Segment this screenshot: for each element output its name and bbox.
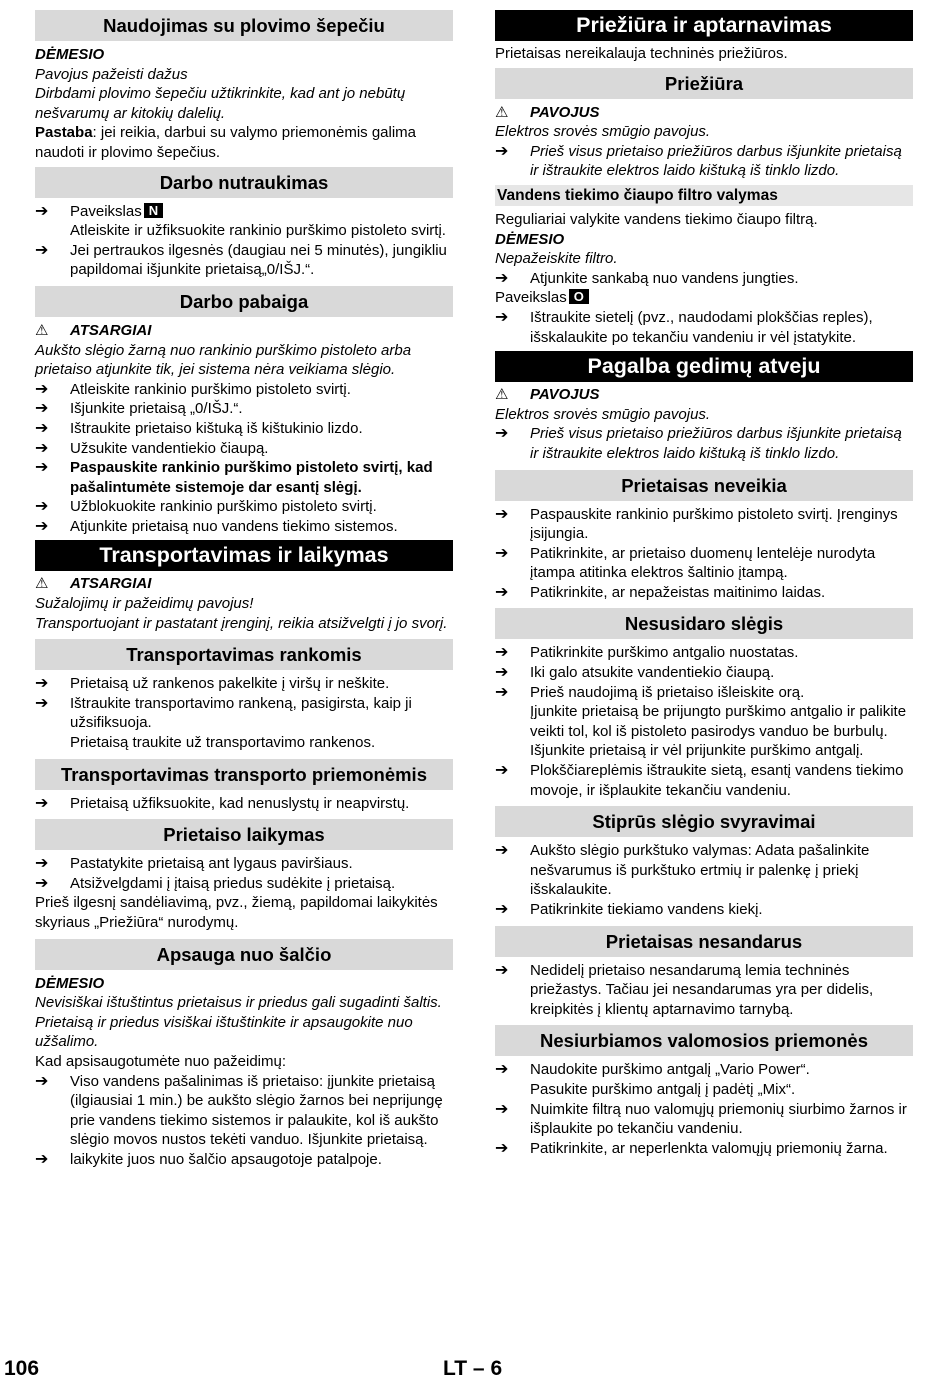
notice-text: Pavojus pažeisti dažus — [35, 65, 188, 83]
list-item — [495, 583, 913, 603]
paragraph: Prietaisas nereikalauja techninės priežiūros. — [495, 45, 788, 62]
warning-text: Elektros srovės smūgio pavojus. — [495, 123, 711, 141]
right-arrow-icon: ➔ — [35, 1150, 49, 1168]
warning-text: Aukšto slėgio žarną nuo rankinio purškimo pistoleto arba prietaiso atjunkite tik, jei sistema nėra veikiama slėgio. — [35, 341, 412, 379]
step-text-bold: Paspauskite rankinio purškimo pistoleto svirtį, kad pašalintumėte sistemoje dar esantį slėgį. — [70, 459, 433, 496]
right-arrow-icon: ➔ — [495, 1100, 509, 1118]
step-text: Prieš visus prietaiso priežiūros darbus išjunkite prietaisą ir ištraukite elektros laido kištuką iš tinklo lizdo. — [530, 425, 902, 462]
right-arrow-icon: ➔ — [35, 202, 49, 220]
list-item — [35, 202, 453, 222]
figure-reference — [495, 288, 913, 308]
right-arrow-icon: ➔ — [495, 1061, 509, 1079]
step-text: Nuimkite filtrą nuo valomųjų priemonių siurbimo žarnos ir išplaukite po tekančiu vandeniu. — [530, 1100, 907, 1138]
list-item — [495, 961, 913, 1020]
list-item — [495, 663, 913, 683]
step-text: Prieš naudojimą iš prietaiso išleiskite orą. — [530, 683, 805, 701]
list-item — [495, 643, 913, 663]
right-arrow-icon: ➔ — [495, 142, 509, 160]
list-item — [35, 380, 453, 400]
right-arrow-icon: ➔ — [35, 855, 49, 873]
section-title-detergent-not-sucked: Nesiurbiamos valomosios priemonės — [495, 1025, 913, 1056]
list-item — [35, 794, 453, 814]
step-text: Naudokite purškimo antgalį „Vario Power“. — [530, 1061, 810, 1079]
step-text: Atjunkite prietaisą nuo vandens tiekimo sistemos. — [70, 517, 398, 535]
paragraph: Reguliariai valykite vandens tiekimo čiaupo filtrą. — [495, 210, 818, 228]
step-text: Atsižvelgdami į įtaisą priedus sudėkite į prietaisą. — [70, 874, 396, 892]
list-item — [495, 1060, 913, 1080]
warning-heading — [495, 103, 913, 123]
right-arrow-icon: ➔ — [35, 498, 49, 516]
section-title-not-working: Prietaisas neveikia — [495, 470, 913, 501]
list-item — [35, 419, 453, 439]
right-arrow-icon: ➔ — [495, 1139, 509, 1157]
notice-text: Dirbdami plovimo šepečiu užtikrinkite, kad ant jo nebūtų nešvarumų ar kitokių dalelių. — [35, 85, 406, 122]
section-title-frost-protection: Apsauga nuo šalčio — [35, 939, 453, 970]
warning-triangle-icon: ⚠ — [35, 321, 49, 339]
step-text: Nedidelį prietaiso nesandarumą lemia techninės priežastys. Tačiau jei nesandarumas yra per didelis, kreipkitės į klientų aptarnavimo tarnybą. — [530, 961, 874, 1018]
step-text: Patikrinkite, ar prietaiso duomenų lentelėje nurodyta įtampa atitinka elektros šaltinio įtampą. — [530, 544, 876, 582]
right-arrow-icon: ➔ — [495, 683, 509, 701]
warning-text: Sužalojimų ir pažeidimų pavojus! — [35, 595, 254, 613]
section-title-brush-use: Naudojimas su plovimo šepečiu — [35, 10, 453, 41]
right-arrow-icon: ➔ — [35, 400, 49, 418]
warning-text: Elektros srovės smūgio pavojus. — [495, 405, 711, 423]
list-item — [35, 854, 453, 874]
list-item — [35, 517, 453, 537]
warning-triangle-icon: ⚠ — [495, 386, 509, 404]
figure-ref-badge: N — [144, 203, 163, 218]
subsection-title-filter-cleaning: Vandens tiekimo čiaupo filtro valymas — [495, 185, 913, 206]
left-column — [35, 10, 453, 1170]
list-item — [495, 142, 913, 181]
step-text: Jei pertraukos ilgesnės (daugiau nei 5 minutės), jungikliu papildomai išjunkite prietaisą„0/IŠJ.“. — [70, 241, 447, 279]
list-item — [35, 399, 453, 419]
step-text: Prieš visus prietaiso priežiūros darbus išjunkite prietaisą ir ištraukite elektros laido kištuką iš tinklo lizdo. — [530, 142, 902, 180]
list-item — [495, 683, 913, 703]
step-text: Plokščiareplėmis ištraukite sietą, esantį vandens tiekimo movoje, ir išplaukite tekančiu vandeniu. — [530, 762, 904, 799]
right-arrow-icon: ➔ — [495, 583, 509, 601]
right-arrow-icon: ➔ — [35, 380, 49, 398]
right-arrow-icon: ➔ — [35, 439, 49, 457]
list-item — [495, 505, 913, 544]
right-arrow-icon: ➔ — [35, 517, 49, 535]
step-text: Iki galo atsukite vandentiekio čiaupą. — [530, 664, 775, 682]
step-text: Patikrinkite tiekiamo vandens kiekį. — [530, 901, 763, 918]
chapter-title-maintenance: Priežiūra ir aptarnavimas — [495, 10, 913, 41]
notice-label: DĖMESIO — [35, 974, 105, 992]
warning-label: ATSARGIAI — [70, 575, 152, 593]
step-text: Pasukite purškimo antgalį į padėtį „Mix“. — [530, 1080, 796, 1098]
section-title-leaking: Prietaisas nesandarus — [495, 926, 913, 957]
step-text: Patikrinkite, ar nepažeistas maitinimo laidas. — [530, 583, 826, 601]
step-text: Paspauskite rankinio purškimo pistoleto svirtį. Įrenginys įsijungia. — [530, 505, 898, 543]
step-text: laikykite juos nuo šalčio apsaugotoje patalpoje. — [70, 1150, 382, 1168]
right-arrow-icon: ➔ — [35, 675, 49, 693]
right-arrow-icon: ➔ — [35, 419, 49, 437]
right-arrow-icon: ➔ — [495, 544, 509, 562]
right-arrow-icon: ➔ — [35, 794, 49, 812]
list-item — [495, 761, 913, 800]
step-text: Patikrinkite purškimo antgalio nuostatas. — [530, 644, 799, 662]
notice-text: Nepažeiskite filtro. — [495, 250, 618, 268]
section-title-manual-transport: Transportavimas rankomis — [35, 639, 453, 670]
list-item — [35, 241, 453, 280]
right-arrow-icon: ➔ — [495, 961, 509, 979]
warning-heading — [35, 321, 453, 341]
right-arrow-icon: ➔ — [495, 269, 509, 287]
warning-text: Transportuojant ir pastatant įrenginį, reikia atsižvelgti į jo svorį. — [35, 614, 448, 632]
section-title-vehicle-transport: Transportavimas transporto priemonėmis — [35, 759, 453, 790]
right-arrow-icon: ➔ — [35, 241, 49, 259]
list-item — [495, 1139, 913, 1159]
figure-ref-badge: O — [569, 289, 589, 304]
right-arrow-icon: ➔ — [35, 1072, 49, 1090]
warning-label: PAVOJUS — [530, 386, 600, 404]
right-arrow-icon: ➔ — [495, 762, 509, 780]
warning-label: PAVOJUS — [530, 103, 600, 121]
note-label: Pastaba — [35, 124, 93, 142]
page-number: 106 — [4, 1357, 40, 1380]
step-text: Prietaisą už rankenos pakelkite į viršų ir neškite. — [70, 675, 390, 693]
list-item — [35, 694, 453, 733]
warning-triangle-icon: ⚠ — [495, 103, 509, 121]
warning-label: ATSARGIAI — [70, 321, 152, 339]
section-title-care: Priežiūra — [495, 68, 913, 99]
figure-label: Paveikslas — [70, 202, 142, 220]
section-title-work-interrupt: Darbo nutraukimas — [35, 167, 453, 198]
list-item — [35, 674, 453, 694]
note-text: : jei reikia, darbui su valymo priemonėmis galima naudoti ir plovimo šepečius. — [35, 124, 417, 161]
notice-label: DĖMESIO — [495, 230, 565, 248]
language-page-label: LT – 6 — [443, 1357, 503, 1380]
warning-triangle-icon: ⚠ — [35, 575, 49, 593]
step-text: Viso vandens pašalinimas iš prietaiso: įjunkite prietaisą (ilgiausiai 1 min.) be aukšto slėgio žarnos bei neprijungę prie vandens tiekimo sistemos ir palaukite, kol iš aukšto slėgio movos nustos tekėti vanduo. Išjunkite prietaisą. — [70, 1072, 443, 1149]
step-text: Prietaisą traukite už transportavimo rankenos. — [70, 734, 376, 752]
step-text: Ištraukite prietaiso kištuką iš kištukinio lizdo. — [70, 419, 363, 437]
step-text: Aukšto slėgio purkštuko valymas: Adata pašalinkite nešvarumus iš purkštuko ertmių ir palenkę į priekį išskalaukite. — [530, 842, 870, 899]
right-arrow-icon: ➔ — [35, 459, 49, 477]
list-item — [495, 841, 913, 900]
list-item — [35, 1072, 453, 1150]
step-text: Įjunkite prietaisą be prijungto purškimo antgalio ir palikite veikti tol, kol iš pistoleto pasirodys vanduo be burbulų. Išjunkite prietaisą ir vėl prijunkite purškimo antgalį. — [530, 703, 907, 760]
section-title-no-pressure: Nesusidaro slėgis — [495, 608, 913, 639]
list-item — [495, 269, 913, 289]
list-item — [495, 900, 913, 920]
chapter-title-troubleshooting: Pagalba gedimų atveju — [495, 351, 913, 382]
step-text: Ištraukite sietelį (pvz., naudodami plokščias reples), išskalaukite po tekančiu vandeniu ir vėl įstatykite. — [530, 308, 873, 346]
list-item — [495, 544, 913, 583]
step-text: Atjunkite sankabą nuo vandens jungties. — [530, 269, 799, 287]
notice-label: DĖMESIO — [35, 46, 105, 63]
section-title-storage: Prietaiso laikymas — [35, 819, 453, 850]
right-arrow-icon: ➔ — [495, 644, 509, 662]
section-title-work-end: Darbo pabaiga — [35, 286, 453, 317]
step-text: Užsukite vandentiekio čiaupą. — [70, 439, 269, 457]
step-text: Patikrinkite, ar neperlenkta valomųjų priemonių žarna. — [530, 1139, 888, 1157]
right-arrow-icon: ➔ — [495, 505, 509, 523]
step-text: Ištraukite transportavimo rankeną, pasigirsta, kaip ji užsifiksuoja. — [70, 694, 412, 732]
list-item — [495, 308, 913, 347]
step-text: Prietaisą užfiksuokite, kad nenuslystų ir neapvirstų. — [70, 794, 410, 812]
list-item — [35, 497, 453, 517]
right-arrow-icon: ➔ — [495, 842, 509, 860]
note-paragraph — [35, 123, 453, 162]
list-item — [35, 1150, 453, 1170]
warning-heading — [35, 574, 453, 594]
right-arrow-icon: ➔ — [495, 425, 509, 443]
right-arrow-icon: ➔ — [495, 308, 509, 326]
step-text: Išjunkite prietaisą „0/IŠJ.“. — [70, 400, 243, 418]
list-item — [495, 424, 913, 463]
section-title-pressure-fluctuations: Stiprūs slėgio svyravimai — [495, 806, 913, 837]
step-text: Užblokuokite rankinio purškimo pistoleto svirtį. — [70, 498, 377, 516]
right-arrow-icon: ➔ — [35, 694, 49, 712]
step-text: Atleiskite ir užfiksuokite rankinio purškimo pistoleto svirtį. — [70, 222, 446, 240]
right-arrow-icon: ➔ — [495, 664, 509, 682]
step-text: Pastatykite prietaisą ant lygaus paviršiaus. — [70, 855, 353, 873]
warning-heading — [495, 385, 913, 405]
paragraph: Kad apsisaugotumėte nuo pažeidimų: — [35, 1052, 287, 1070]
list-item — [35, 874, 453, 894]
figure-label: Paveikslas — [495, 289, 567, 307]
chapter-title-transport: Transportavimas ir laikymas — [35, 540, 453, 571]
list-item — [495, 1100, 913, 1139]
right-arrow-icon: ➔ — [495, 901, 509, 918]
right-column — [495, 10, 913, 1158]
right-arrow-icon: ➔ — [35, 874, 49, 892]
list-item — [35, 439, 453, 459]
notice-text: Nevisiškai ištuštintus prietaisus ir priedus gali sugadinti šaltis. Prietaisą ir priedus visiškai ištuštinkite ir apsaugokite nuo užšalimo. — [35, 994, 442, 1051]
step-text: Atleiskite rankinio purškimo pistoleto svirtį. — [70, 380, 351, 398]
paragraph: Prieš ilgesnį sandėliavimą, pvz., žiemą, papildomai laikykitės skyriaus „Priežiūra“ nurodymų. — [35, 894, 438, 931]
list-item — [35, 458, 453, 497]
